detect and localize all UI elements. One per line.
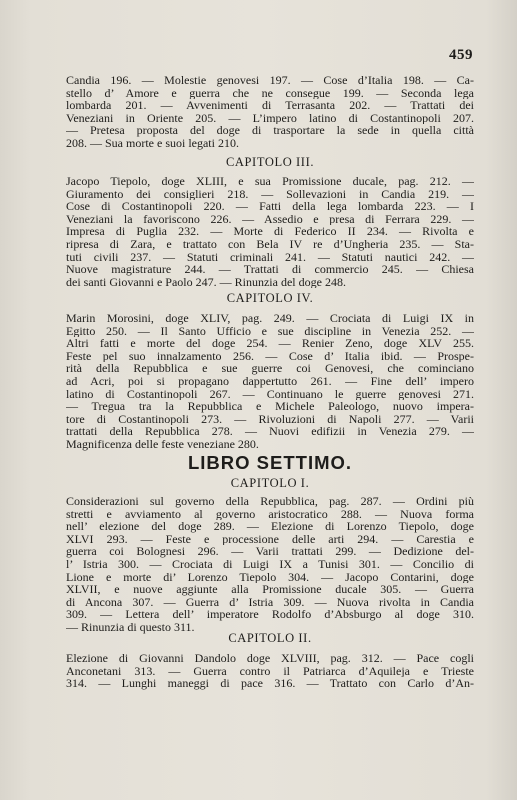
chapter-3-heading-block [66,155,474,169]
text-line: tore di Costantinopoli 273. — Rivoluzioni di Napoli 277. — Varii [66,412,474,426]
text-line: Veneziani la favoriscono 226. — Assedio e presa di Ferrara 229. — [66,212,474,226]
text-line: di Ancona 307. — Guerra d’ Istria 309. — Nuova rivolta in Candia [66,595,474,609]
text-line: tuti civili 237. — Statuti criminali 241. — Statuti nautici 242. — [66,250,474,264]
text-line: XLVII, e nuove aggiunte alla Promissione ducale 305. — Guerra [66,583,474,596]
text-line: Egitto 250. — Il Santo Ufficio e sue discipline in Venezia 252. — [66,324,474,338]
chapter-3-section [66,175,474,288]
intro-paragraph [66,74,474,150]
chapter-2-paragraph [66,652,474,690]
text-line: lombarda 201. — Avvenimenti di Terrasanta 202. — Trattati dei [66,99,474,112]
page-number: 459 [449,47,473,63]
text-line: Candia 196. — Molestie genovesi 197. — Cose d’Italia 198. — Ca- [66,74,474,87]
text-line: Marin Morosini, doge XLIV, pag. 249. — Crociata di Luigi IX in [66,312,474,325]
text-line: — Tregua tra la Repubblica e Michele Paleologo, nuovo impera- [66,400,474,413]
chapter-heading: CAPITOLO IV. [226,291,314,305]
text-line: stello d’ Amore e guerra che ne consegue 199. — Seconda lega [66,86,474,100]
text-line: Anconetani 313. — Guerra contro il Patriarca d’Aquileja e Trieste [66,664,474,678]
chapter-4-section [66,312,474,451]
text-line: Veneziani in Oriente 205. — L’impero latino di Costantinopoli 207. [66,111,474,125]
text-line: Magnificenza delle feste veneziane 280. [66,437,259,451]
chapter-1-paragraph [66,495,474,634]
text-line: Jacopo Tiepolo, doge XLIII, e sua Promissione ducale, pag. 212. — [66,175,474,188]
text-line: stretti e avviamento al governo aristocratico 288. — Nuova forma [66,507,474,521]
text-line: rità della Repubblica e sue guerre coi Genovesi, che cominciano [66,362,474,375]
text-line: l’ Istria 300. — Crociata di Luigi IX a Tunisi 301. — Concilio di [66,557,474,571]
text-line: Elezione di Giovanni Dandolo doge XLVIII, pag. 312. — Pace cogli [66,652,474,665]
chapter-heading: CAPITOLO II. [228,631,312,645]
text-line: guerra coi Bolognesi 296. — Varii trattati 299. — Dedizione del- [66,545,474,558]
text-line: Impresa di Puglia 232. — Morte di Federico II 234. — Rivolta e [66,225,474,238]
chapter-3-paragraph [66,175,474,288]
chapter-heading: CAPITOLO I. [230,476,310,490]
text-line: nell’ elezione del doge 289. — Elezione di Lorenzo Tiepolo, doge [66,520,474,533]
text-line: 309. — Lettera dell’ imperatore Rodolfo d’Absburgo al doge 310. [66,608,474,621]
chapter-heading: CAPITOLO III. [225,155,315,169]
chapter-1-heading-block [66,476,474,490]
text-line: XLVI 293. — Feste e processione delle arti 294. — Carestia e [66,532,474,546]
chapter-1-section [66,495,474,634]
text-line: — Pretesa proposta del doge di trasportare la sede in quella città [66,124,474,137]
intro-section [66,74,474,150]
chapter-4-paragraph [66,312,474,451]
text-line: dei santi Giovanni e Paolo 247. — Rinunzia del doge 248. [66,275,346,289]
chapter-2-heading-block [66,631,474,645]
text-line: 208. — Sua morte e suoi legati 210. [66,136,239,150]
book-title: LIBRO SETTIMO. [187,452,353,473]
book-title-block [66,453,474,473]
text-line: ripresa di Zara, e trattato con Bela IV re d’Ungheria 235. — Sta- [66,237,474,251]
text-line: 314. — Lunghi maneggi di pace 316. — Trattato con Carlo d’An- [66,677,474,690]
text-line: ad Acri, poi si propagano dappertutto 261. — Fine dell’ impero [66,374,474,388]
text-line: Considerazioni sul governo della Repubblica, pag. 287. — Ordini più [66,495,474,508]
text-line: Cose di Costantinopoli 220. — Fatti della lega lombarda 223. — I [66,200,474,213]
text-line: Lione e morte di’ Lorenzo Tiepolo 304. — Jacopo Contarini, doge [66,570,474,584]
text-line: Giuramento dei consiglieri 218. — Sollevazioni in Candia 219. — [66,187,474,201]
text-line: — Rinunzia di questo 311. [66,620,195,634]
text-line: Nuove magistrature 244. — Trattati di commercio 245. — Chiesa [66,263,474,276]
chapter-2-section [66,652,474,690]
text-line: latino di Costantinopoli 267. — Continuano le guerre genovesi 271. [66,387,474,401]
text-line: trattati della Repubblica 278. — Nuovi edifizii in Venezia 279. — [66,425,474,438]
text-line: Feste pel suo innalzamento 256. — Cose d’ Italia ibid. — Prospe- [66,349,474,363]
chapter-4-heading-block [66,291,474,305]
text-line: Altri fatti e morte del doge 254. — Renier Zeno, doge XLV 255. [66,337,474,350]
